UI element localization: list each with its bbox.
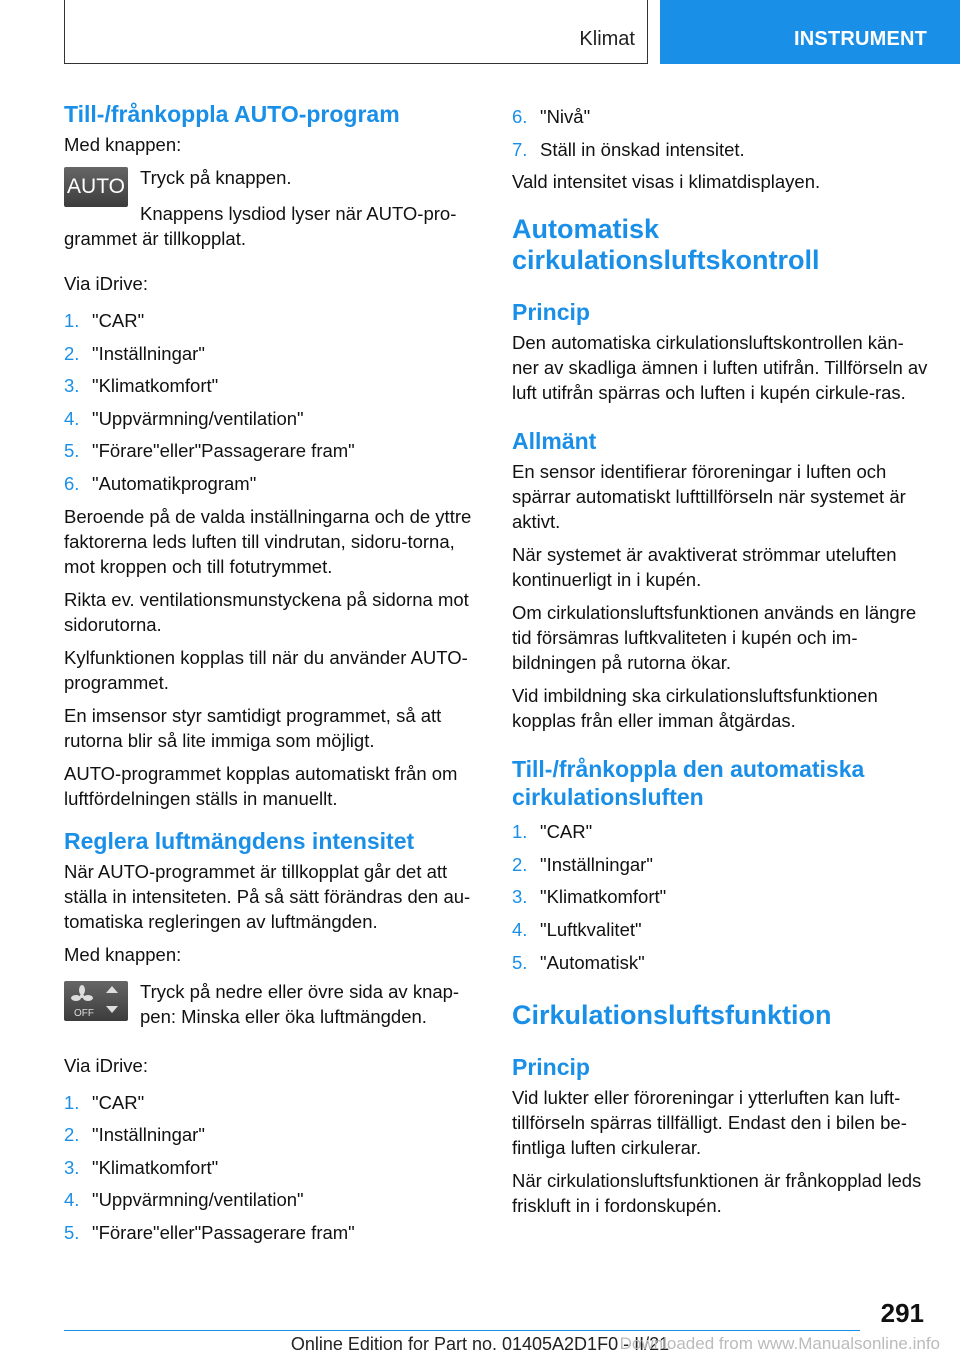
steps-list-2	[64, 1090, 480, 1245]
header-left-box	[64, 0, 648, 64]
list-item: 1. "CAR"	[512, 821, 593, 843]
paragraph: När AUTO-programmet är tillkopplat går det att ställa in intensiteten. På så sätt förändras den au‐tomatiska regleringen av luftmängden.	[64, 860, 471, 932]
list-item: 1. "CAR"	[64, 310, 145, 331]
paragraph: En imsensor styr samtidigt programmet, så att rutorna blir så lite immiga som möjligt.	[64, 704, 442, 751]
paragraph: En sensor identifierar föroreningar i luften och spärrar automatiskt lufttillförseln när systemet är aktivt.	[512, 461, 906, 533]
fan-button-icon	[64, 981, 128, 1021]
footer-edition-text: Online Edition for Part no. 01405A2D1F0 - II/21	[290, 1334, 670, 1354]
auto-text-2: Knappens lysdiod lyser när AUTO-pro‐grammet är tillkopplat.	[64, 203, 457, 249]
heading-till-recirc: Till-/frånkoppla den automatiska cirkulationsluften	[512, 756, 865, 811]
list-item: 3. "Klimatkomfort"	[512, 886, 667, 908]
list-item: 1. "CAR"	[64, 1091, 145, 1113]
list-item: 2. "Inställningar"	[64, 1124, 205, 1146]
via-idrive-label-2: Via iDrive:	[64, 1054, 148, 1076]
fan-button-row	[64, 979, 480, 1029]
steps-list-3	[512, 819, 928, 974]
list-item: 5. "Förare"eller"Passagerare fram"	[64, 440, 355, 462]
heading-princip-2: Princip	[512, 1054, 590, 1081]
list-item: 6. "Nivå"	[512, 106, 591, 127]
auto-text-1: Tryck på knappen.	[140, 167, 292, 188]
list-item: 3. "Klimatkomfort"	[64, 1156, 219, 1178]
auto-button-icon: AUTO	[64, 167, 128, 207]
steps-list-cont	[512, 104, 928, 162]
paragraph: Beroende på de valda inställningarna och de yttre faktorerna leds luften till vindrutan, sidoru‐torna, mot kroppen och till fotutrymmet.	[64, 505, 472, 577]
list-item: 5. "Förare"eller"Passagerare fram"	[64, 1221, 355, 1243]
list-item: 4. "Uppvärmning/ventilation"	[64, 1189, 304, 1211]
svg-text:OFF: OFF	[74, 1007, 94, 1019]
watermark: Downloaded from www.Manualsonline.info	[619, 1334, 940, 1353]
paragraph: När systemet är avaktiverat strömmar uteluften kontinuerligt in i kupén.	[512, 544, 897, 591]
list-item: 2. "Inställningar"	[512, 853, 653, 875]
list-item: 6. "Automatikprogram"	[64, 472, 257, 494]
intro-text: Med knappen:	[64, 134, 182, 155]
list-item: 4. "Uppvärmning/ventilation"	[64, 407, 304, 429]
paragraph: Den automatiska cirkulationsluftskontrollen kän‐ner av skadliga ämnen i luften utifrån. Tillförseln av luft utifrån spärras och luften i kupén cirkule‐ras.	[512, 332, 928, 404]
paragraph: Kylfunktionen kopplas till när du använder AUTO-programmet.	[64, 646, 468, 693]
list-item: 7. Ställ in önskad intensitet.	[512, 138, 745, 160]
header-section-title: Klimat	[579, 28, 635, 50]
paragraph: AUTO-programmet kopplas automatiskt från om luftfördelningen ställs in manuellt.	[64, 762, 458, 809]
intro-text-2: Med knappen:	[64, 943, 182, 965]
paragraph: När cirkulationsluftsfunktionen är frånkopplad leds friskluft in i fordonskupén.	[512, 1170, 922, 1217]
list-item: 5. "Automatisk"	[512, 951, 645, 973]
heading-auto-recirc: Automatisk cirkulationsluftskontroll	[512, 214, 820, 276]
heading-recirc-function: Cirkulationsluftsfunktion	[512, 1000, 832, 1031]
steps-list-1	[64, 308, 480, 496]
via-idrive-label: Via iDrive:	[64, 273, 148, 294]
header-chapter-tab[interactable]: INSTRUMENT	[660, 0, 960, 64]
list-item: 2. "Inställningar"	[64, 342, 205, 364]
paragraph: Om cirkulationsluftsfunktionen används en längre tid försämras luftkvaliteten i kupén och im‐bildningen på rutorna ökar.	[512, 602, 917, 674]
paragraph: Vid lukter eller föroreningar i ytterluften kan luft‐tillförseln spärras tillfälligt. Endast den i bilen be‐fintliga luften cirkulerar.	[512, 1087, 907, 1159]
fan-text: Tryck på nedre eller övre sida av knap‐pen: Minska eller öka luftmängden.	[140, 980, 460, 1027]
heading-princip-1: Princip	[512, 299, 590, 326]
paragraph: Vid imbildning ska cirkulationsluftsfunktionen kopplas från eller imman åtgärdas.	[512, 685, 878, 732]
paragraph: Rikta ev. ventilationsmunstyckena på sidorna mot sidorutorna.	[64, 588, 469, 635]
footer-divider	[64, 1330, 860, 1331]
heading-intensity: Reglera luftmängdens intensitet	[64, 827, 415, 854]
heading-allmant: Allmänt	[512, 428, 597, 455]
right-column	[512, 104, 928, 1218]
list-item: 4. "Luftkvalitet"	[512, 918, 642, 940]
paragraph: Vald intensitet visas i klimatdisplayen.	[512, 171, 821, 193]
heading-auto-program: Till-/frånkoppla AUTO-program	[64, 101, 400, 127]
left-column	[64, 100, 480, 1253]
list-item: 3. "Klimatkomfort"	[64, 375, 219, 397]
page-number: 291	[880, 1298, 924, 1328]
